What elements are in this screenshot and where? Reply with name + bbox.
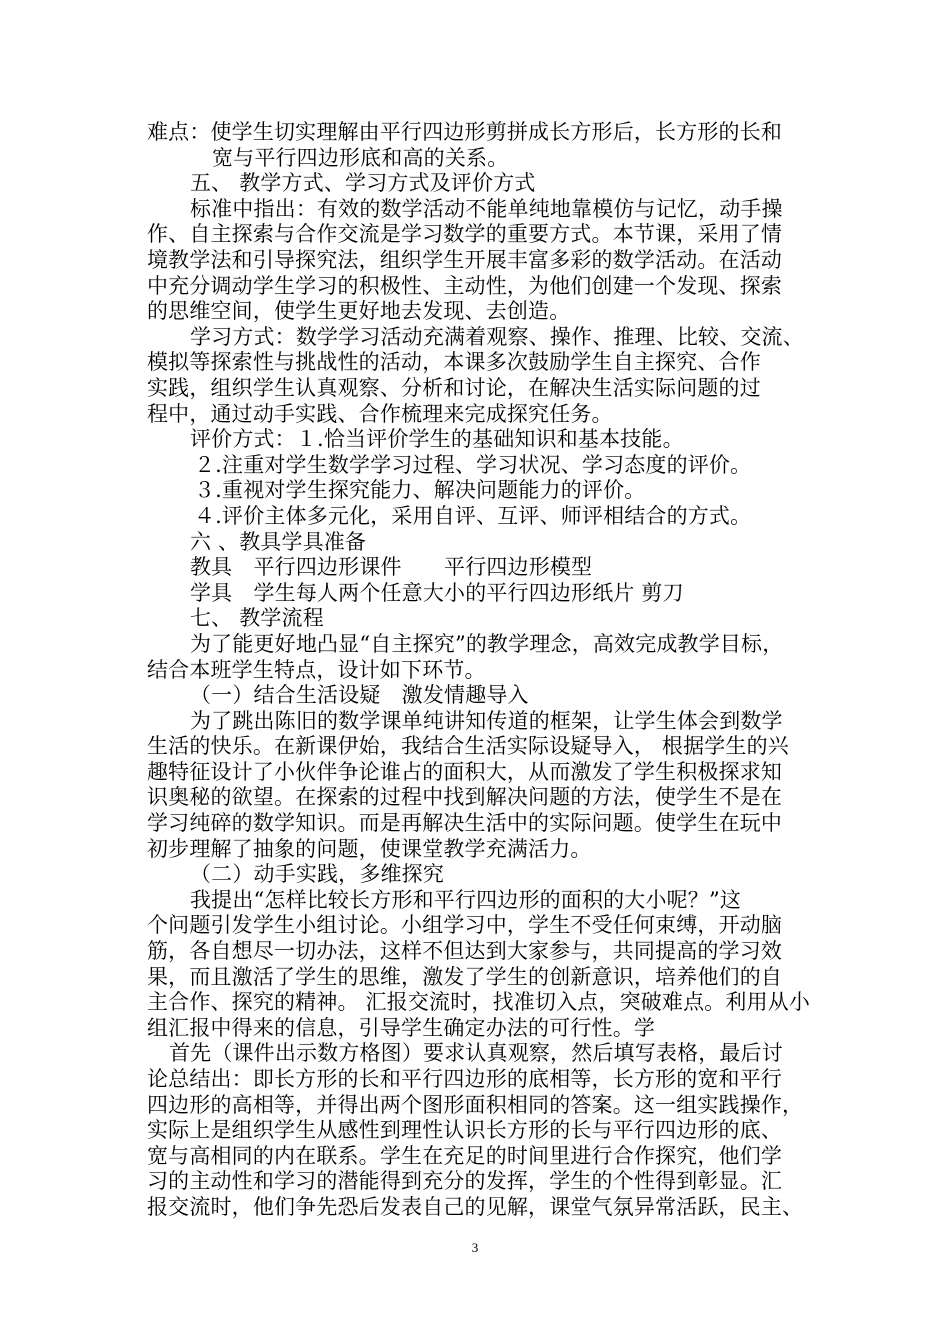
text-line: 难点：使学生切实理解由平行四边形剪拼成长方形后，长方形的长和 bbox=[147, 120, 783, 144]
text-line: 评价方式：１.恰当评价学生的基础知识和基本技能。 bbox=[190, 427, 684, 452]
text-line: 学具 学生每人两个任意大小的平行四边形纸片 剪刀 bbox=[190, 580, 684, 605]
text-line: 中充分调动学生学习的积极性、主动性，为他们创建一个发现、探索 bbox=[147, 273, 783, 298]
section-heading: 七、 教学流程 bbox=[190, 606, 324, 631]
text-line: 宽与平行四边形底和高的关系。 bbox=[212, 145, 509, 170]
section-heading: 六 、教具学具准备 bbox=[190, 529, 367, 554]
text-line: 识奥秘的欲望。在探索的过程中找到解决问题的方法，使学生不是在 bbox=[147, 785, 783, 810]
text-line: 报交流时，他们争先恐后发表自己的见解，课堂气氛异常活跃，民主、 bbox=[147, 1195, 804, 1219]
section-heading: 五、 教学方式、学习方式及评价方式 bbox=[190, 171, 536, 196]
page-number: 3 bbox=[471, 1240, 479, 1255]
text-line: 境教学法和引导探究法，组织学生开展丰富多彩的数学活动。在活动 bbox=[147, 247, 783, 272]
text-line: 的思维空间，使学生更好地去发现、去创造。 bbox=[147, 299, 571, 324]
text-line: 习的主动性和学习的潜能得到充分的发挥，学生的个性得到彰显。汇 bbox=[147, 1169, 783, 1194]
subsection-heading: （二）动手实践，多维探究 bbox=[190, 862, 445, 887]
text-line: 为了跳出陈旧的数学课单纯讲知传道的框架，让学生体会到数学 bbox=[190, 708, 783, 733]
text-line: 学习纯碎的数学知识。而是再解决生活中的实际问题。使学生在玩中 bbox=[147, 811, 783, 836]
text-line: 主合作、探究的精神。 汇报交流时，找准切入点，突破难点。利用从小 bbox=[147, 990, 811, 1015]
text-line: 组汇报中得来的信息，引导学生确定办法的可行性。学 bbox=[147, 1015, 656, 1040]
text-line: 生活的快乐。在新课伊始，我结合生活实际设疑导入， 根据学生的兴 bbox=[147, 734, 789, 759]
text-line: 结合本班学生特点，设计如下环节。 bbox=[147, 657, 486, 682]
text-line: 作、自主探索与合作交流是学习数学的重要方式。本节课，采用了情 bbox=[147, 222, 783, 247]
text-line: 实践，组织学生认真观察、分析和讨论，在解决生活实际问题的过 bbox=[147, 375, 761, 400]
text-line: 程中，通过动手实践、合作梳理来完成探究任务。 bbox=[147, 401, 613, 426]
text-line: ２.注重对学生数学学习过程、学习状况、学习态度的评价。 bbox=[194, 452, 752, 477]
text-line: 初步理解了抽象的问题，使课堂教学充满活力。 bbox=[147, 836, 592, 861]
text-line: 实际上是组织学生从感性到理性认识长方形的长与平行四边形的底、 bbox=[147, 1118, 783, 1143]
text-line: 四边形的高相等，并得出两个图形面积相同的答案。这一组实践操作， bbox=[147, 1092, 804, 1117]
text-line: 为了能更好地凸显“自主探究”的教学理念，高效完成教学目标， bbox=[190, 631, 784, 656]
text-line: ３.重视对学生探究能力、解决问题能力的评价。 bbox=[194, 478, 646, 503]
text-line: 我提出“怎样比较长方形和平行四边形的面积的大小呢？”这 bbox=[190, 887, 742, 912]
text-line: 学习方式：数学学习活动充满着观察、操作、推理、比较、交流、 bbox=[190, 324, 804, 349]
text-line: 筋，各自想尽一切办法，这样不但达到大家参与，共同提高的学习效 bbox=[147, 939, 783, 964]
text-line: 论总结出：即长方形的长和平行四边形的底相等，长方形的宽和平行 bbox=[147, 1067, 783, 1092]
text-line: ４.评价主体多元化，采用自评、互评、师评相结合的方式。 bbox=[194, 503, 752, 528]
subsection-heading: （一）结合生活设疑 激发情趣导入 bbox=[190, 683, 529, 708]
text-line: 果，而且激活了学生的思维，激发了学生的创新意识，培养他们的自 bbox=[147, 964, 783, 989]
text-line: 标准中指出：有效的数学活动不能单纯地靠模仿与记忆，动手操 bbox=[190, 196, 783, 221]
text-line: 宽与高相同的内在联系。学生在充足的时间里进行合作探究，他们学 bbox=[147, 1143, 783, 1168]
text-line: 趣特征设计了小伙伴争论谁占的面积大，从而激发了学生积极探求知 bbox=[147, 759, 783, 784]
text-line: 教具 平行四边形课件 平行四边形模型 bbox=[190, 555, 593, 580]
text-line: 个问题引发学生小组讨论。小组学习中，学生不受任何束缚，开动脑 bbox=[147, 913, 783, 938]
text-line: 模拟等探索性与挑战性的活动，本课多次鼓励学生自主探究、合作 bbox=[147, 350, 761, 375]
text-line: 首先（课件出示数方格图）要求认真观察，然后填写表格，最后讨 bbox=[169, 1041, 783, 1066]
